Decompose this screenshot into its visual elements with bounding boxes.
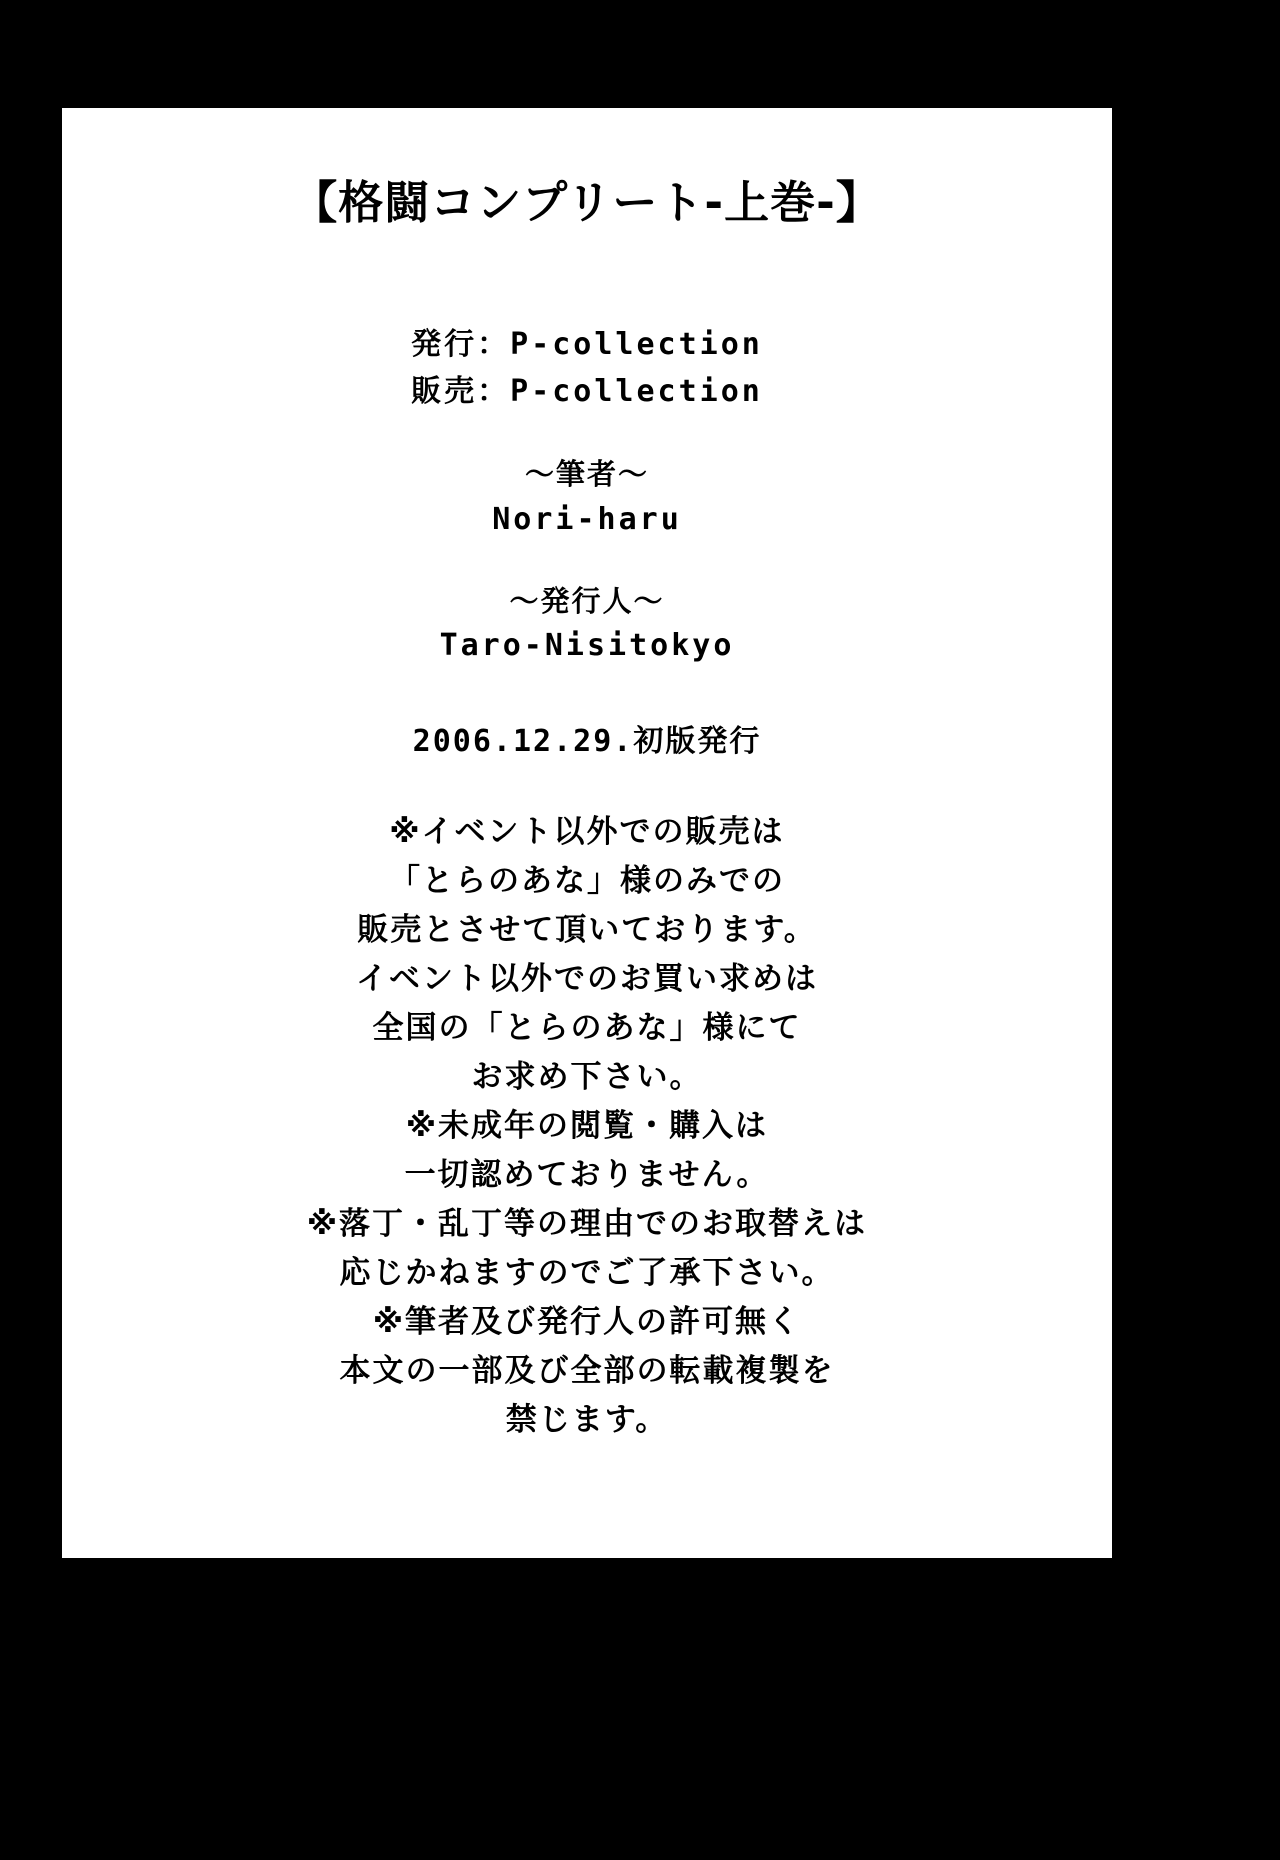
- credit-author: [112, 453, 1062, 542]
- publisher-line-sales: 販売：P-collection: [411, 373, 763, 409]
- notice-line: お求め下さい。: [471, 1058, 703, 1095]
- notice-line: 全国の「とらのあな」様にて: [372, 1009, 802, 1046]
- notice-line: ※筆者及び発行人の許可無く: [372, 1303, 802, 1340]
- publisher-line-issue: 発行：P-collection: [411, 327, 763, 362]
- notice-line: ※落丁・乱丁等の理由でのお取替えは: [306, 1205, 868, 1242]
- notice-line: 「とらのあな」様のみでの: [389, 862, 785, 899]
- notice-line: 販売とさせて頂いております。: [357, 911, 817, 948]
- publication-date: 2006.12.29.初版発行: [412, 724, 762, 759]
- publisher-block: [112, 322, 1062, 415]
- notice-line: ※未成年の閲覧・購入は: [405, 1107, 769, 1144]
- notice-line: 応じかねますのでご了承下さい。: [339, 1254, 835, 1291]
- notice-block: [112, 808, 1062, 1445]
- notice-line: 本文の一部及び全部の転載複製を: [339, 1352, 835, 1389]
- notice-line: イベント以外でのお買い求めは: [356, 960, 818, 997]
- credit-author-heading: 〜筆者〜: [524, 457, 649, 491]
- notice-line: 一切認めておりません。: [404, 1156, 770, 1193]
- credit-author-name: Nori-haru: [492, 501, 682, 537]
- credit-issuer-heading: 〜発行人〜: [509, 583, 665, 618]
- notice-line: 禁じます。: [505, 1401, 669, 1438]
- credit-issuer: [112, 580, 1062, 669]
- colophon-page: [62, 108, 1112, 1558]
- credit-issuer-name: Taro-Nisitokyo: [439, 628, 735, 663]
- notice-line: ※イベント以外での販売は: [389, 814, 785, 850]
- page-title: 【格闘コンプリート-上巻-】: [292, 176, 882, 229]
